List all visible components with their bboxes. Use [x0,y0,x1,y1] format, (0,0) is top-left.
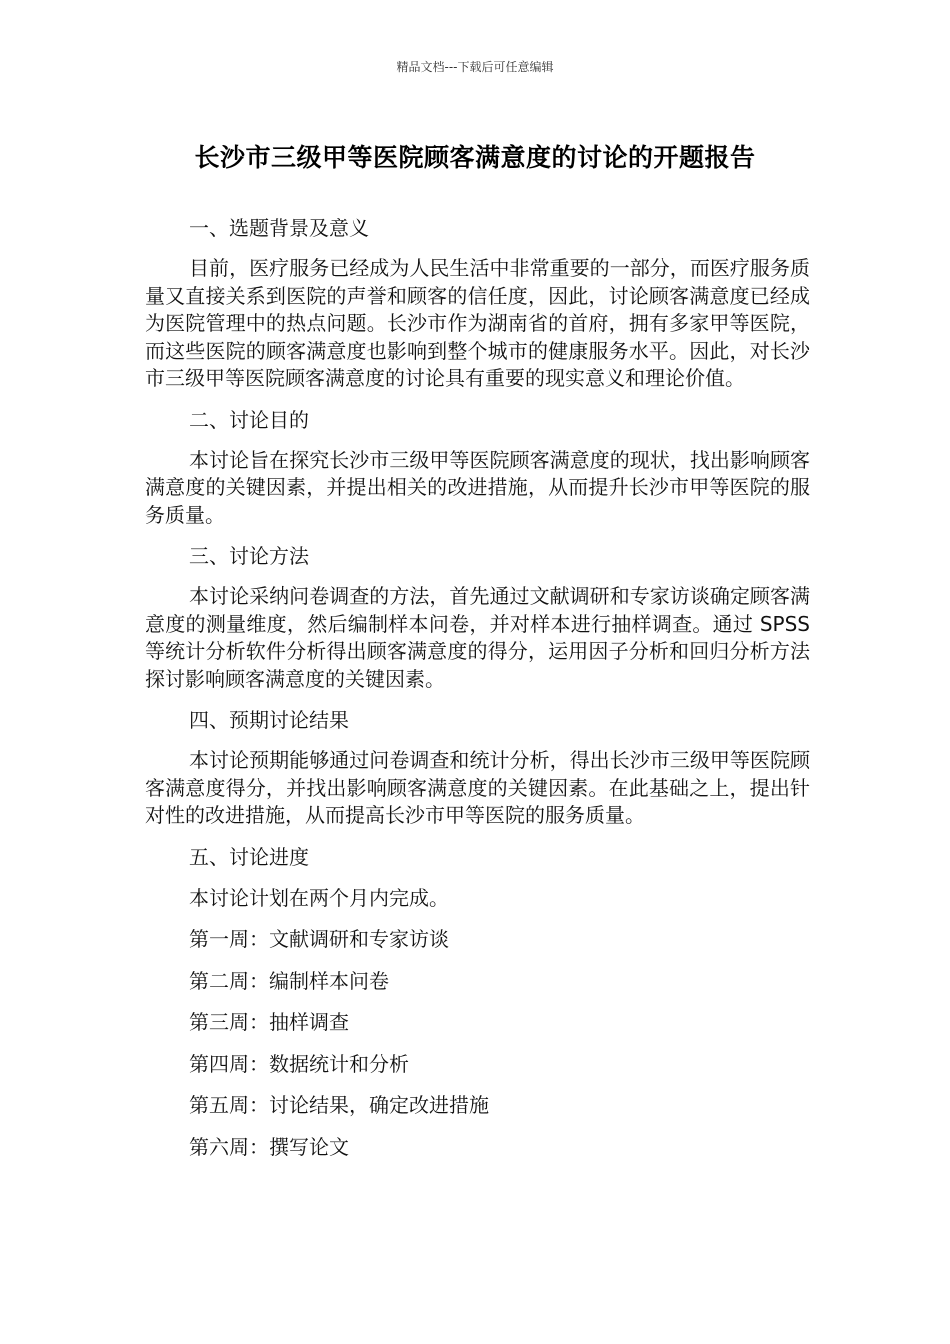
section-method [145,542,810,693]
schedule-item: 第三周：抽样调查 [189,1010,349,1034]
section-progress [145,843,810,1161]
schedule-item: 第一周：文献调研和专家访谈 [189,927,449,951]
schedule-item: 第二周：编制样本问卷 [189,968,389,993]
section-expected-results [145,706,810,830]
section-purpose [145,406,810,530]
section-paragraph: 本讨论旨在探究长沙市三级甲等医院顾客满意度的现状，找出影响顾客满意度的关键因素，并提出相关的改进措施，从而提升长沙市甲等医院的服务质量。 [145,447,810,527]
section-heading: 一、选题背景及意义 [189,216,369,240]
document-title: 长沙市三级甲等医院顾客满意度的讨论的开题报告 [194,143,756,172]
section-paragraph: 本讨论采纳问卷调查的方法，首先通过文献调研和专家访谈确定顾客满意度的测量维度，然后编制样本问卷，并对样本进行抽样调查。通过 SPSS 等统计分析软件分析得出顾客满意度的得分，运用因子分析和回归分析方法探讨影响顾客满意度的关键因素。 [145,584,810,691]
section-heading: 四、预期讨论结果 [189,708,349,732]
schedule-item: 第六周：撰写论文 [189,1134,349,1159]
section-paragraph: 本讨论预期能够通过问卷调查和统计分析，得出长沙市三级甲等医院顾客满意度得分，并找出影响顾客满意度的关键因素。在此基础之上，提出针对性的改进措施，从而提高长沙市甲等医院的服务质量。 [145,748,810,827]
section-heading: 三、讨论方法 [189,544,309,568]
section-heading: 二、讨论目的 [189,407,309,432]
section-heading: 五、讨论进度 [189,844,309,869]
progress-intro: 本讨论计划在两个月内完成。 [189,885,449,910]
document-body [145,214,810,1174]
header-note: 精品文档---下载后可任意编辑 [396,60,554,74]
section-paragraph: 目前，医疗服务已经成为人民生活中非常重要的一部分，而医疗服务质量又直接关系到医院的声誉和顾客的信任度，因此，讨论顾客满意度已经成为医院管理中的热点问题。长沙市作为湖南省的首府，拥有多家甲等医院，而这些医院的顾客满意度也影响到整个城市的健康服务水平。因此，对长沙市三级甲等医院顾客满意度的讨论具有重要的现实意义和理论价值。 [145,256,810,390]
section-background [145,214,810,393]
schedule-item: 第四周：数据统计和分析 [189,1051,409,1076]
schedule-item: 第五周：讨论结果，确定改进措施 [189,1093,489,1117]
